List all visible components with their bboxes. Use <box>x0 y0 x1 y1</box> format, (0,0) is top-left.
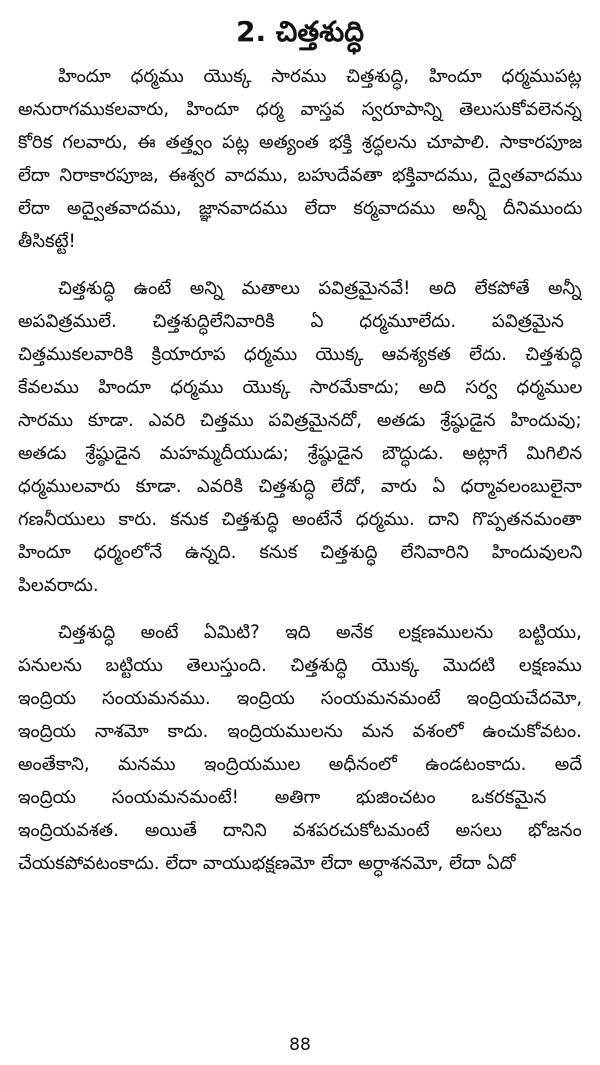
chapter-title: 2. చిత్తశుద్ధి <box>236 15 364 48</box>
text-line: చిత్తశుద్ధి ఉంటే అన్ని మతాలు పవిత్రమైనవే! అది లేకపోతే అన్నీ <box>58 278 582 299</box>
text-line: ఇంద్రియవశత. అయితే దానిని వశపరచుకోటమంటే అసలు భోజనం <box>18 820 582 841</box>
text-line: అపవిత్రములే. చిత్తశుద్ధిలేనివారికి ఏ ధర్మమూలేదు. పవిత్రమైన <box>18 311 564 332</box>
text-line: లేదా అద్వైతవాదము, జ్ఞానవాదము లేదా కర్మవాదము అన్నీ దీనిముందు <box>18 198 582 219</box>
text-line: ఇంద్రియ సంయమనమంటే! అతిగా భుజించటం ఒకరకమైన <box>18 787 547 808</box>
text-line: హిందూ ధర్మము యొక్క సారము చిత్తశుద్ధి, హిందూ ధర్మముపట్ల <box>58 66 582 87</box>
text-line: అతడు శ్రేష్ఠుడైన మహమ్మదీయుడు; శ్రేష్ఠుడైన బౌద్ధుడు. అట్లాగే మిగిలిన <box>18 443 582 464</box>
text-line: పిలవరాదు. <box>18 575 99 596</box>
text-line: తీసికట్టే! <box>18 231 76 252</box>
text-line: పనులను బట్టియు తెలుస్తుంది. చిత్తశుద్ధి యొక్క మొదటి లక్షణము <box>18 655 582 676</box>
body-text <box>18 60 582 880</box>
text-line: హిందూ ధర్మంలోనే ఉన్నది. కనుక చిత్తశుద్ధి లేనివారిని హిందువులని <box>18 542 582 563</box>
text-line: ఇంద్రియ సంయమనము. ఇంద్రియ సంయమనమంటే ఇంద్రియచేదమో, <box>18 688 582 709</box>
paragraph <box>18 616 582 880</box>
text-line: సారము కూడా. ఎవరి చిత్తము పవిత్రమైనదో, అతడు శ్రేష్ఠుడైన హిందువు; <box>18 410 582 431</box>
text-line: ధర్మములవారు కూడా. ఎవరికి చిత్తశుద్ధి లేదో, వారు ఏ ధర్మావలంబులైనా <box>18 476 582 497</box>
text-line: ఇంద్రియ నాశమో కాదు. ఇంద్రియములను మన వశంలో ఉంచుకోవటం. <box>18 721 582 742</box>
text-line: అనురాగముకలవారు, హిందూ ధర్మ వాస్తవ స్వరూపాన్ని తెలుసుకోవలెనన్న <box>18 99 582 120</box>
text-line: కేవలము హిందూ ధర్మము యొక్క సారమేకాదు; అది సర్వ ధర్మముల <box>18 377 582 398</box>
text-line: లేదా నిరాకారపూజ, ఈశ్వర వాదము, బహుదేవతా భక్తివాదము, ద్వైతవాదము <box>18 165 582 186</box>
page-number: 88 <box>289 1035 311 1055</box>
text-line: అంతేకాని, మనము ఇంద్రియముల అధీనంలో ఉండటంకాదు. అదే <box>18 754 582 775</box>
text-line: చిత్తశుద్ధి అంటే ఏమిటి? ఇది అనేక లక్షణములను బట్టియు, <box>58 622 582 643</box>
text-line: కోరిక గలవారు, ఈ తత్త్వం పట్ల అత్యంత భక్తి శ్రద్ధలను చూపాలి. సాకారపూజ <box>18 132 582 153</box>
text-line: చిత్తముకలవారికి క్రియారూప ధర్మము యొక్క ఆవశ్యకత లేదు. చిత్తశుద్ధి <box>18 344 582 365</box>
text-line: గణనీయులు కారు. కనుక చిత్తశుద్ధి అంటేనే ధర్మము. దాని గొప్పతనమంతా <box>18 509 582 530</box>
text-line: చేయకపోవటంకాదు. లేదా వాయుభక్షణమో లేదా అర్ధాశనమో, లేదా ఏదో <box>18 853 516 874</box>
paragraph <box>18 60 582 258</box>
paragraph <box>18 272 582 602</box>
